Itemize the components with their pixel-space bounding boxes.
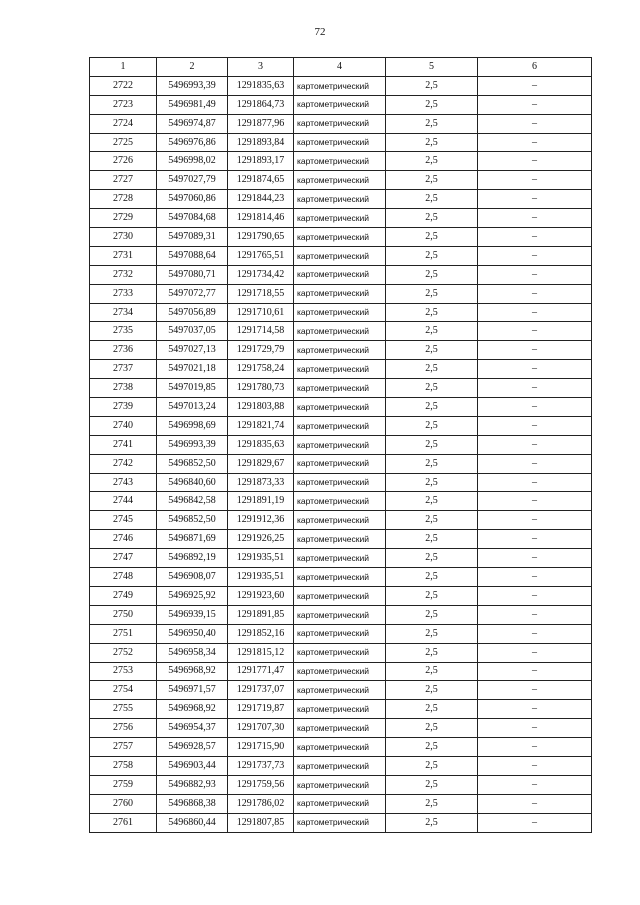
method-cell: картометрический bbox=[294, 246, 386, 265]
point-number-cell: 2723 bbox=[90, 95, 157, 114]
accuracy-cell: 2,5 bbox=[386, 756, 478, 775]
point-number-cell: 2750 bbox=[90, 605, 157, 624]
y-coordinate-cell: 1291829,67 bbox=[228, 454, 294, 473]
x-coordinate-cell: 5496928,57 bbox=[157, 738, 228, 757]
x-coordinate-cell: 5496993,39 bbox=[157, 435, 228, 454]
method-cell: картометрический bbox=[294, 511, 386, 530]
page-number: 72 bbox=[314, 26, 326, 38]
y-coordinate-cell: 1291707,30 bbox=[228, 719, 294, 738]
y-coordinate-cell: 1291873,33 bbox=[228, 473, 294, 492]
table-row bbox=[90, 568, 592, 587]
x-coordinate-cell: 5496971,57 bbox=[157, 681, 228, 700]
y-coordinate-cell: 1291758,24 bbox=[228, 360, 294, 379]
note-cell: – bbox=[478, 284, 592, 303]
x-coordinate-cell: 5496998,69 bbox=[157, 416, 228, 435]
accuracy-cell: 2,5 bbox=[386, 246, 478, 265]
method-cell: картометрический bbox=[294, 775, 386, 794]
accuracy-cell: 2,5 bbox=[386, 586, 478, 605]
x-coordinate-cell: 5496852,50 bbox=[157, 511, 228, 530]
y-coordinate-cell: 1291844,23 bbox=[228, 190, 294, 209]
x-coordinate-cell: 5497072,77 bbox=[157, 284, 228, 303]
note-cell: – bbox=[478, 719, 592, 738]
method-cell: картометрический bbox=[294, 398, 386, 417]
note-cell: – bbox=[478, 228, 592, 247]
note-cell: – bbox=[478, 568, 592, 587]
y-coordinate-cell: 1291893,17 bbox=[228, 152, 294, 171]
point-number-cell: 2748 bbox=[90, 568, 157, 587]
point-number-cell: 2753 bbox=[90, 662, 157, 681]
accuracy-cell: 2,5 bbox=[386, 341, 478, 360]
point-number-cell: 2730 bbox=[90, 228, 157, 247]
accuracy-cell: 2,5 bbox=[386, 813, 478, 832]
method-cell: картометрический bbox=[294, 700, 386, 719]
method-cell: картометрический bbox=[294, 322, 386, 341]
point-number-cell: 2752 bbox=[90, 643, 157, 662]
method-cell: картометрический bbox=[294, 209, 386, 228]
note-cell: – bbox=[478, 813, 592, 832]
table-header bbox=[90, 58, 592, 77]
y-coordinate-cell: 1291935,51 bbox=[228, 549, 294, 568]
header-row bbox=[90, 58, 592, 77]
note-cell: – bbox=[478, 322, 592, 341]
note-cell: – bbox=[478, 586, 592, 605]
y-coordinate-cell: 1291821,74 bbox=[228, 416, 294, 435]
accuracy-cell: 2,5 bbox=[386, 76, 478, 95]
x-coordinate-cell: 5496950,40 bbox=[157, 624, 228, 643]
method-cell: картометрический bbox=[294, 454, 386, 473]
point-number-cell: 2728 bbox=[90, 190, 157, 209]
note-cell: – bbox=[478, 152, 592, 171]
note-cell: – bbox=[478, 435, 592, 454]
table-row bbox=[90, 756, 592, 775]
y-coordinate-cell: 1291864,73 bbox=[228, 95, 294, 114]
accuracy-cell: 2,5 bbox=[386, 492, 478, 511]
note-cell: – bbox=[478, 398, 592, 417]
accuracy-cell: 2,5 bbox=[386, 643, 478, 662]
table-row bbox=[90, 95, 592, 114]
table-row bbox=[90, 624, 592, 643]
point-number-cell: 2746 bbox=[90, 530, 157, 549]
accuracy-cell: 2,5 bbox=[386, 435, 478, 454]
column-header: 3 bbox=[228, 58, 294, 77]
accuracy-cell: 2,5 bbox=[386, 568, 478, 587]
method-cell: картометрический bbox=[294, 171, 386, 190]
x-coordinate-cell: 5496852,50 bbox=[157, 454, 228, 473]
table-row bbox=[90, 228, 592, 247]
method-cell: картометрический bbox=[294, 643, 386, 662]
column-header: 2 bbox=[157, 58, 228, 77]
table-row bbox=[90, 813, 592, 832]
note-cell: – bbox=[478, 492, 592, 511]
x-coordinate-cell: 5496903,44 bbox=[157, 756, 228, 775]
accuracy-cell: 2,5 bbox=[386, 605, 478, 624]
y-coordinate-cell: 1291780,73 bbox=[228, 379, 294, 398]
method-cell: картометрический bbox=[294, 284, 386, 303]
y-coordinate-cell: 1291714,58 bbox=[228, 322, 294, 341]
y-coordinate-cell: 1291715,90 bbox=[228, 738, 294, 757]
note-cell: – bbox=[478, 662, 592, 681]
point-number-cell: 2731 bbox=[90, 246, 157, 265]
y-coordinate-cell: 1291759,56 bbox=[228, 775, 294, 794]
method-cell: картометрический bbox=[294, 76, 386, 95]
table-row bbox=[90, 152, 592, 171]
y-coordinate-cell: 1291729,79 bbox=[228, 341, 294, 360]
method-cell: картометрический bbox=[294, 568, 386, 587]
accuracy-cell: 2,5 bbox=[386, 624, 478, 643]
x-coordinate-cell: 5497084,68 bbox=[157, 209, 228, 228]
point-number-cell: 2751 bbox=[90, 624, 157, 643]
table-row bbox=[90, 530, 592, 549]
point-number-cell: 2732 bbox=[90, 265, 157, 284]
point-number-cell: 2754 bbox=[90, 681, 157, 700]
x-coordinate-cell: 5496968,92 bbox=[157, 700, 228, 719]
table-row bbox=[90, 379, 592, 398]
accuracy-cell: 2,5 bbox=[386, 511, 478, 530]
point-number-cell: 2738 bbox=[90, 379, 157, 398]
note-cell: – bbox=[478, 454, 592, 473]
note-cell: – bbox=[478, 624, 592, 643]
y-coordinate-cell: 1291893,84 bbox=[228, 133, 294, 152]
point-number-cell: 2727 bbox=[90, 171, 157, 190]
x-coordinate-cell: 5496954,37 bbox=[157, 719, 228, 738]
note-cell: – bbox=[478, 360, 592, 379]
y-coordinate-cell: 1291790,65 bbox=[228, 228, 294, 247]
table-row bbox=[90, 133, 592, 152]
note-cell: – bbox=[478, 76, 592, 95]
method-cell: картометрический bbox=[294, 681, 386, 700]
y-coordinate-cell: 1291771,47 bbox=[228, 662, 294, 681]
note-cell: – bbox=[478, 114, 592, 133]
note-cell: – bbox=[478, 303, 592, 322]
x-coordinate-cell: 5496981,49 bbox=[157, 95, 228, 114]
note-cell: – bbox=[478, 265, 592, 284]
x-coordinate-cell: 5497060,86 bbox=[157, 190, 228, 209]
x-coordinate-cell: 5496974,87 bbox=[157, 114, 228, 133]
table-row bbox=[90, 398, 592, 417]
accuracy-cell: 2,5 bbox=[386, 114, 478, 133]
method-cell: картометрический bbox=[294, 549, 386, 568]
method-cell: картометрический bbox=[294, 303, 386, 322]
note-cell: – bbox=[478, 133, 592, 152]
accuracy-cell: 2,5 bbox=[386, 322, 478, 341]
accuracy-cell: 2,5 bbox=[386, 719, 478, 738]
x-coordinate-cell: 5496842,58 bbox=[157, 492, 228, 511]
y-coordinate-cell: 1291815,12 bbox=[228, 643, 294, 662]
y-coordinate-cell: 1291814,46 bbox=[228, 209, 294, 228]
y-coordinate-cell: 1291935,51 bbox=[228, 568, 294, 587]
x-coordinate-cell: 5496976,86 bbox=[157, 133, 228, 152]
table-row bbox=[90, 473, 592, 492]
note-cell: – bbox=[478, 416, 592, 435]
x-coordinate-cell: 5496882,93 bbox=[157, 775, 228, 794]
note-cell: – bbox=[478, 700, 592, 719]
y-coordinate-cell: 1291835,63 bbox=[228, 435, 294, 454]
column-header: 6 bbox=[478, 58, 592, 77]
x-coordinate-cell: 5496840,60 bbox=[157, 473, 228, 492]
y-coordinate-cell: 1291891,85 bbox=[228, 605, 294, 624]
note-cell: – bbox=[478, 171, 592, 190]
note-cell: – bbox=[478, 530, 592, 549]
x-coordinate-cell: 5497080,71 bbox=[157, 265, 228, 284]
accuracy-cell: 2,5 bbox=[386, 171, 478, 190]
note-cell: – bbox=[478, 794, 592, 813]
accuracy-cell: 2,5 bbox=[386, 95, 478, 114]
note-cell: – bbox=[478, 95, 592, 114]
x-coordinate-cell: 5497013,24 bbox=[157, 398, 228, 417]
accuracy-cell: 2,5 bbox=[386, 379, 478, 398]
method-cell: картометрический bbox=[294, 133, 386, 152]
method-cell: картометрический bbox=[294, 530, 386, 549]
y-coordinate-cell: 1291874,65 bbox=[228, 171, 294, 190]
table-row bbox=[90, 700, 592, 719]
method-cell: картометрический bbox=[294, 114, 386, 133]
x-coordinate-cell: 5496868,38 bbox=[157, 794, 228, 813]
table-body bbox=[90, 76, 592, 832]
point-number-cell: 2758 bbox=[90, 756, 157, 775]
column-header: 5 bbox=[386, 58, 478, 77]
point-number-cell: 2733 bbox=[90, 284, 157, 303]
table-row bbox=[90, 209, 592, 228]
y-coordinate-cell: 1291803,88 bbox=[228, 398, 294, 417]
accuracy-cell: 2,5 bbox=[386, 473, 478, 492]
accuracy-cell: 2,5 bbox=[386, 775, 478, 794]
table-row bbox=[90, 454, 592, 473]
y-coordinate-cell: 1291710,61 bbox=[228, 303, 294, 322]
point-number-cell: 2757 bbox=[90, 738, 157, 757]
x-coordinate-cell: 5497056,89 bbox=[157, 303, 228, 322]
note-cell: – bbox=[478, 549, 592, 568]
point-number-cell: 2724 bbox=[90, 114, 157, 133]
y-coordinate-cell: 1291718,55 bbox=[228, 284, 294, 303]
point-number-cell: 2749 bbox=[90, 586, 157, 605]
accuracy-cell: 2,5 bbox=[386, 303, 478, 322]
table-row bbox=[90, 775, 592, 794]
y-coordinate-cell: 1291737,07 bbox=[228, 681, 294, 700]
method-cell: картометрический bbox=[294, 435, 386, 454]
table-row bbox=[90, 435, 592, 454]
note-cell: – bbox=[478, 775, 592, 794]
method-cell: картометрический bbox=[294, 228, 386, 247]
point-number-cell: 2729 bbox=[90, 209, 157, 228]
accuracy-cell: 2,5 bbox=[386, 152, 478, 171]
x-coordinate-cell: 5496860,44 bbox=[157, 813, 228, 832]
y-coordinate-cell: 1291926,25 bbox=[228, 530, 294, 549]
point-number-cell: 2734 bbox=[90, 303, 157, 322]
method-cell: картометрический bbox=[294, 95, 386, 114]
y-coordinate-cell: 1291807,85 bbox=[228, 813, 294, 832]
x-coordinate-cell: 5497027,13 bbox=[157, 341, 228, 360]
x-coordinate-cell: 5497019,85 bbox=[157, 379, 228, 398]
point-number-cell: 2761 bbox=[90, 813, 157, 832]
y-coordinate-cell: 1291877,96 bbox=[228, 114, 294, 133]
point-number-cell: 2742 bbox=[90, 454, 157, 473]
method-cell: картометрический bbox=[294, 190, 386, 209]
point-number-cell: 2726 bbox=[90, 152, 157, 171]
y-coordinate-cell: 1291734,42 bbox=[228, 265, 294, 284]
y-coordinate-cell: 1291891,19 bbox=[228, 492, 294, 511]
accuracy-cell: 2,5 bbox=[386, 530, 478, 549]
point-number-cell: 2735 bbox=[90, 322, 157, 341]
accuracy-cell: 2,5 bbox=[386, 190, 478, 209]
table-row bbox=[90, 360, 592, 379]
table-row bbox=[90, 605, 592, 624]
table-row bbox=[90, 681, 592, 700]
table-row bbox=[90, 171, 592, 190]
x-coordinate-cell: 5496908,07 bbox=[157, 568, 228, 587]
point-number-cell: 2755 bbox=[90, 700, 157, 719]
y-coordinate-cell: 1291852,16 bbox=[228, 624, 294, 643]
method-cell: картометрический bbox=[294, 738, 386, 757]
y-coordinate-cell: 1291912,36 bbox=[228, 511, 294, 530]
x-coordinate-cell: 5497088,64 bbox=[157, 246, 228, 265]
point-number-cell: 2743 bbox=[90, 473, 157, 492]
point-number-cell: 2745 bbox=[90, 511, 157, 530]
y-coordinate-cell: 1291765,51 bbox=[228, 246, 294, 265]
column-header: 4 bbox=[294, 58, 386, 77]
point-number-cell: 2759 bbox=[90, 775, 157, 794]
table-row bbox=[90, 586, 592, 605]
accuracy-cell: 2,5 bbox=[386, 398, 478, 417]
note-cell: – bbox=[478, 681, 592, 700]
x-coordinate-cell: 5496998,02 bbox=[157, 152, 228, 171]
point-number-cell: 2722 bbox=[90, 76, 157, 95]
table-row bbox=[90, 492, 592, 511]
point-number-cell: 2737 bbox=[90, 360, 157, 379]
table-row bbox=[90, 643, 592, 662]
y-coordinate-cell: 1291719,87 bbox=[228, 700, 294, 719]
point-number-cell: 2739 bbox=[90, 398, 157, 417]
note-cell: – bbox=[478, 605, 592, 624]
method-cell: картометрический bbox=[294, 492, 386, 511]
accuracy-cell: 2,5 bbox=[386, 794, 478, 813]
accuracy-cell: 2,5 bbox=[386, 265, 478, 284]
y-coordinate-cell: 1291835,63 bbox=[228, 76, 294, 95]
table-row bbox=[90, 284, 592, 303]
table-row bbox=[90, 322, 592, 341]
method-cell: картометрический bbox=[294, 341, 386, 360]
x-coordinate-cell: 5497027,79 bbox=[157, 171, 228, 190]
note-cell: – bbox=[478, 756, 592, 775]
x-coordinate-cell: 5496968,92 bbox=[157, 662, 228, 681]
method-cell: картометрический bbox=[294, 473, 386, 492]
note-cell: – bbox=[478, 643, 592, 662]
note-cell: – bbox=[478, 511, 592, 530]
table-row bbox=[90, 265, 592, 284]
table-row bbox=[90, 549, 592, 568]
point-number-cell: 2744 bbox=[90, 492, 157, 511]
y-coordinate-cell: 1291923,60 bbox=[228, 586, 294, 605]
accuracy-cell: 2,5 bbox=[386, 416, 478, 435]
method-cell: картометрический bbox=[294, 662, 386, 681]
method-cell: картометрический bbox=[294, 416, 386, 435]
table-row bbox=[90, 794, 592, 813]
accuracy-cell: 2,5 bbox=[386, 209, 478, 228]
accuracy-cell: 2,5 bbox=[386, 228, 478, 247]
note-cell: – bbox=[478, 341, 592, 360]
accuracy-cell: 2,5 bbox=[386, 284, 478, 303]
note-cell: – bbox=[478, 190, 592, 209]
coordinates-table bbox=[89, 57, 592, 833]
x-coordinate-cell: 5497089,31 bbox=[157, 228, 228, 247]
note-cell: – bbox=[478, 473, 592, 492]
note-cell: – bbox=[478, 738, 592, 757]
table-row bbox=[90, 511, 592, 530]
table-row bbox=[90, 76, 592, 95]
table-row bbox=[90, 738, 592, 757]
method-cell: картометрический bbox=[294, 360, 386, 379]
x-coordinate-cell: 5496871,69 bbox=[157, 530, 228, 549]
point-number-cell: 2747 bbox=[90, 549, 157, 568]
method-cell: картометрический bbox=[294, 265, 386, 284]
point-number-cell: 2741 bbox=[90, 435, 157, 454]
method-cell: картометрический bbox=[294, 813, 386, 832]
x-coordinate-cell: 5496958,34 bbox=[157, 643, 228, 662]
y-coordinate-cell: 1291737,73 bbox=[228, 756, 294, 775]
x-coordinate-cell: 5496993,39 bbox=[157, 76, 228, 95]
method-cell: картометрический bbox=[294, 624, 386, 643]
x-coordinate-cell: 5496925,92 bbox=[157, 586, 228, 605]
method-cell: картометрический bbox=[294, 794, 386, 813]
table-row bbox=[90, 190, 592, 209]
point-number-cell: 2736 bbox=[90, 341, 157, 360]
point-number-cell: 2756 bbox=[90, 719, 157, 738]
table-row bbox=[90, 416, 592, 435]
accuracy-cell: 2,5 bbox=[386, 549, 478, 568]
table-row bbox=[90, 341, 592, 360]
method-cell: картометрический bbox=[294, 152, 386, 171]
note-cell: – bbox=[478, 379, 592, 398]
accuracy-cell: 2,5 bbox=[386, 454, 478, 473]
point-number-cell: 2740 bbox=[90, 416, 157, 435]
method-cell: картометрический bbox=[294, 719, 386, 738]
note-cell: – bbox=[478, 246, 592, 265]
table-row bbox=[90, 662, 592, 681]
x-coordinate-cell: 5497021,18 bbox=[157, 360, 228, 379]
method-cell: картометрический bbox=[294, 586, 386, 605]
point-number-cell: 2760 bbox=[90, 794, 157, 813]
accuracy-cell: 2,5 bbox=[386, 360, 478, 379]
table-row bbox=[90, 719, 592, 738]
method-cell: картометрический bbox=[294, 379, 386, 398]
accuracy-cell: 2,5 bbox=[386, 700, 478, 719]
table-row bbox=[90, 114, 592, 133]
method-cell: картометрический bbox=[294, 756, 386, 775]
x-coordinate-cell: 5496939,15 bbox=[157, 605, 228, 624]
accuracy-cell: 2,5 bbox=[386, 738, 478, 757]
y-coordinate-cell: 1291786,02 bbox=[228, 794, 294, 813]
table-row bbox=[90, 246, 592, 265]
point-number-cell: 2725 bbox=[90, 133, 157, 152]
note-cell: – bbox=[478, 209, 592, 228]
accuracy-cell: 2,5 bbox=[386, 133, 478, 152]
method-cell: картометрический bbox=[294, 605, 386, 624]
accuracy-cell: 2,5 bbox=[386, 681, 478, 700]
table-row bbox=[90, 303, 592, 322]
x-coordinate-cell: 5496892,19 bbox=[157, 549, 228, 568]
column-header: 1 bbox=[90, 58, 157, 77]
x-coordinate-cell: 5497037,05 bbox=[157, 322, 228, 341]
accuracy-cell: 2,5 bbox=[386, 662, 478, 681]
